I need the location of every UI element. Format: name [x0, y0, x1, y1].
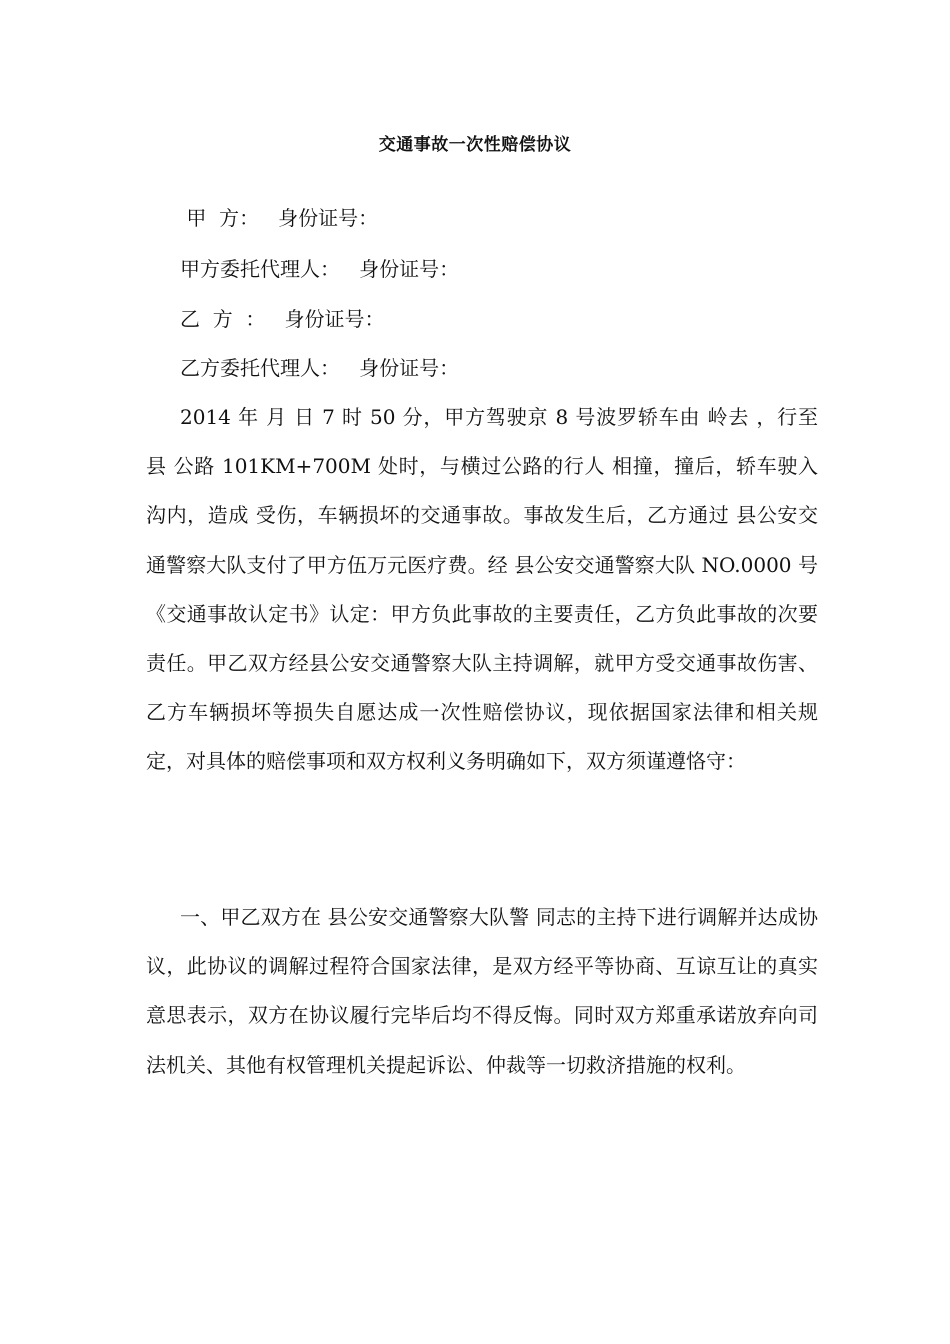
party-a-line: 甲 方： 身份证号： — [180, 206, 379, 230]
party-b-agent-line: 乙方委托代理人： 身份证号： — [180, 356, 460, 380]
accident-description-paragraph: 2014 年 月 日 7 时 50 分，甲方驾驶京 8 号波罗轿车由 岭去 ，行至 县 公路 101KM+700M 处时，与横过公路的行人 相撞，撞后，轿车驶入沟内，造成 受伤，车辆损坏的交通事故。事故发生后，乙方通过 县公安交通警察大队支付了甲方伍万元医疗费。经 县公安交通警察大队 NO.0000 号《交通事故认定书》认定：甲方负此事故的主要责任，乙方负此事故的次要责任。甲乙双方经县公安交通警察大队主持调解，就甲方受交通事故伤害、乙方车辆损坏等损失自愿达成一次性赔偿协议，现依据国家法律和相关规定，对具体的赔偿事项和双方权利义务明确如下，双方须谨遵恪守： — [146, 405, 818, 774]
party-a-agent-line: 甲方委托代理人： 身份证号： — [180, 257, 460, 281]
document-title: 交通事故一次性赔偿协议 — [378, 135, 572, 155]
clause-one-paragraph: 一、甲乙双方在 县公安交通警察大队警 同志的主持下进行调解并达成协议，此协议的调解过程符合国家法律，是双方经平等协商、互谅互让的真实意思表示，双方在协议履行完毕后均不得反悔。同时双方郑重承诺放弃向司法机关、其他有权管理机关提起诉讼、仲裁等一切救济措施的权利。 — [146, 905, 818, 1077]
party-b-line: 乙 方 ： 身份证号： — [180, 307, 385, 331]
